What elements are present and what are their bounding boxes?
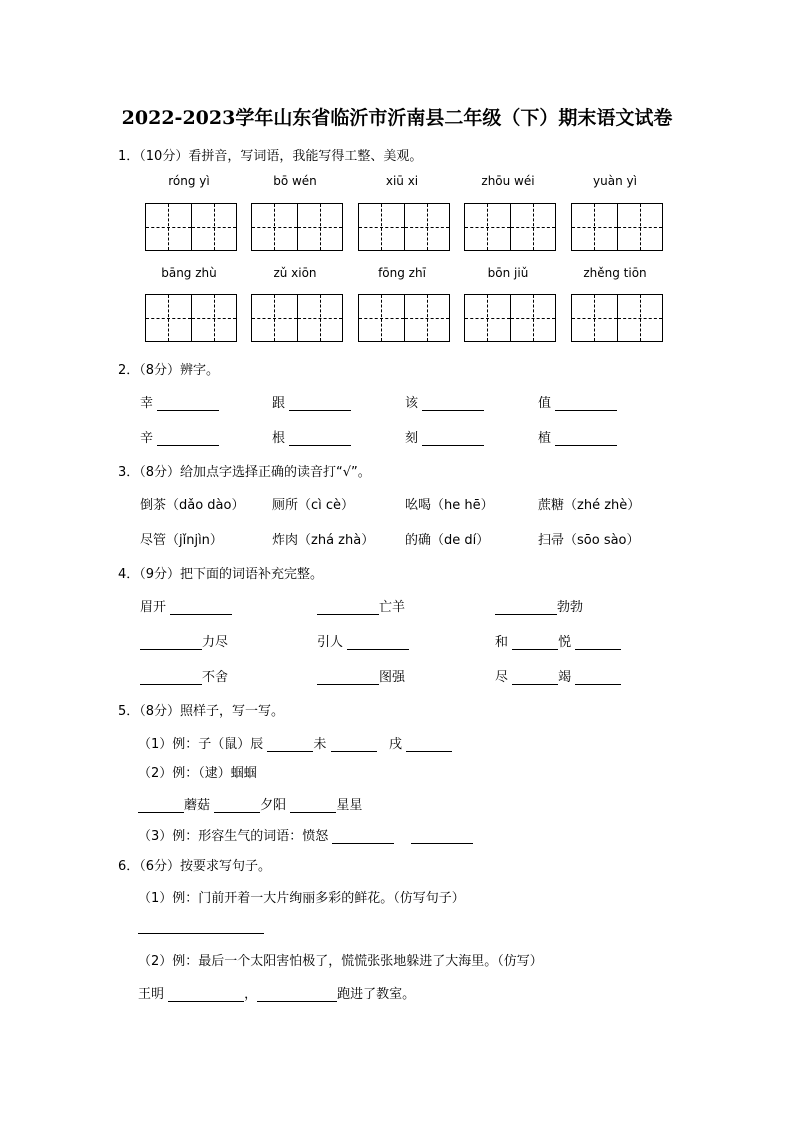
- pronunciation-choice[interactable]: 扫帚（sōo sào）: [538, 533, 640, 548]
- answer-blank[interactable]: [406, 737, 452, 752]
- q5-heading: 5．（8分）照样子，写一写。: [118, 704, 285, 719]
- idiom-item: [317, 631, 409, 650]
- idiom-item: [140, 666, 228, 685]
- answer-blank[interactable]: [512, 635, 558, 650]
- writing-grid[interactable]: [571, 203, 663, 251]
- q6-sub2-answer: [138, 983, 415, 1002]
- idiom-text: 和: [495, 635, 509, 650]
- answer-blank[interactable]: [138, 798, 184, 813]
- pinyin-label: bōn jiǔ: [487, 266, 529, 280]
- char-item: [272, 392, 351, 411]
- answer-blank[interactable]: [512, 670, 558, 685]
- example-text: 夕阳: [260, 798, 287, 813]
- q6-sub2: （2）例：最后一个太阳害怕极了，慌慌张张地躲进了大海里。（仿写）: [138, 954, 543, 969]
- idiom-item: [140, 596, 232, 615]
- pronunciation-choice[interactable]: 的确（de dí）: [405, 533, 490, 548]
- pronunciation-choice[interactable]: 吆喝（he hē）: [405, 498, 494, 513]
- answer-blank[interactable]: [140, 635, 202, 650]
- pinyin-label: róng yì: [168, 174, 210, 188]
- idiom-item: [140, 631, 228, 650]
- q5-sub1: [138, 733, 452, 752]
- answer-blank[interactable]: [289, 431, 351, 446]
- char-label: 植: [538, 431, 552, 446]
- q1-heading: 1．（10分）看拼音，写词语，我能写得工整、美观。: [118, 149, 423, 164]
- pronunciation-choice[interactable]: 厕所（cì cè）: [272, 498, 355, 513]
- answer-blank[interactable]: [332, 829, 394, 844]
- q4-heading: 4．（9分）把下面的词语补充完整。: [118, 567, 324, 582]
- q6-sub1-answer: [138, 919, 264, 934]
- answer-blank[interactable]: [555, 396, 617, 411]
- example-text: 星星: [336, 798, 363, 813]
- answer-blank[interactable]: [257, 987, 337, 1002]
- writing-grid[interactable]: [571, 294, 663, 342]
- q5-sub2: （2）例：（逮）蝈蝈: [138, 766, 257, 781]
- answer-blank[interactable]: [138, 919, 264, 934]
- idiom-text: 亡羊: [379, 600, 406, 615]
- idiom-text: 竭: [558, 670, 572, 685]
- idiom-text: 引人: [317, 635, 344, 650]
- char-label: 该: [405, 396, 419, 411]
- char-label: 辛: [140, 431, 154, 446]
- answer-blank[interactable]: [289, 396, 351, 411]
- answer-blank[interactable]: [495, 600, 557, 615]
- answer-blank[interactable]: [575, 635, 621, 650]
- pinyin-label: bāng zhù: [161, 266, 217, 280]
- answer-blank[interactable]: [331, 737, 377, 752]
- page-title: 2022-2023学年山东省临沂市沂南县二年级（下）期末语文试卷: [121, 107, 673, 129]
- example-text: （3）例：形容生气的词语：愤怒: [138, 829, 329, 844]
- writing-grid[interactable]: [145, 203, 237, 251]
- answer-blank[interactable]: [290, 798, 336, 813]
- idiom-text: 力尽: [202, 635, 229, 650]
- char-label: 刻: [405, 431, 419, 446]
- example-text: 未: [313, 737, 327, 752]
- example-text: ，: [244, 987, 258, 1002]
- idiom-text: 尽: [495, 670, 509, 685]
- pinyin-label: zhōu wéi: [481, 174, 535, 188]
- char-label: 根: [272, 431, 286, 446]
- char-item: [538, 427, 617, 446]
- char-item: [405, 392, 484, 411]
- char-label: 跟: [272, 396, 286, 411]
- pinyin-label: yuàn yì: [593, 174, 637, 188]
- writing-grid[interactable]: [464, 203, 556, 251]
- answer-blank[interactable]: [157, 431, 219, 446]
- q6-sub1: （1）例：门前开着一大片绚丽多彩的鲜花。（仿写句子）: [138, 891, 465, 906]
- pinyin-label: fōng zhī: [378, 266, 426, 280]
- idiom-text: 勃勃: [557, 600, 584, 615]
- pronunciation-choice[interactable]: 炸肉（zhá zhà）: [272, 533, 375, 548]
- char-item: [140, 392, 219, 411]
- writing-grid[interactable]: [145, 294, 237, 342]
- char-label: 幸: [140, 396, 154, 411]
- idiom-text: 图强: [379, 670, 406, 685]
- char-item: [405, 427, 484, 446]
- pronunciation-choice[interactable]: 蔗糖（zhé zhè）: [538, 498, 641, 513]
- pronunciation-choice[interactable]: 尽管（jǐnjìn）: [140, 533, 223, 548]
- char-item: [272, 427, 351, 446]
- answer-blank[interactable]: [140, 670, 202, 685]
- char-label: 值: [538, 396, 552, 411]
- answer-blank[interactable]: [267, 737, 313, 752]
- idiom-text: 悦: [558, 635, 572, 650]
- writing-grid[interactable]: [251, 203, 343, 251]
- char-item: [140, 427, 219, 446]
- answer-blank[interactable]: [575, 670, 621, 685]
- answer-blank[interactable]: [157, 396, 219, 411]
- answer-blank[interactable]: [422, 431, 484, 446]
- pinyin-label: bō wén: [273, 174, 317, 188]
- pinyin-label: xiū xi: [385, 174, 419, 188]
- example-text: 戌: [388, 737, 402, 752]
- writing-grid[interactable]: [358, 203, 450, 251]
- pinyin-label: zhěng tiōn: [583, 266, 647, 280]
- example-text: 王明: [138, 987, 165, 1002]
- example-text: （1）例：子（鼠）辰: [138, 737, 264, 752]
- pronunciation-choice[interactable]: 倒茶（dǎo dào）: [140, 498, 245, 513]
- example-text: 跑进了教室。: [337, 987, 416, 1002]
- writing-grid[interactable]: [251, 294, 343, 342]
- answer-blank[interactable]: [422, 396, 484, 411]
- answer-blank[interactable]: [317, 600, 379, 615]
- writing-grid[interactable]: [358, 294, 450, 342]
- idiom-text: 不舍: [202, 670, 229, 685]
- idiom-item: [495, 666, 621, 685]
- q5-sub2-answers: [138, 794, 362, 813]
- answer-blank[interactable]: [168, 987, 244, 1002]
- idiom-item: [495, 631, 621, 650]
- answer-blank[interactable]: [317, 670, 379, 685]
- example-text: 蘑菇: [184, 798, 211, 813]
- idiom-item: [317, 596, 405, 615]
- q3-heading: 3．（8分）给加点字选择正确的读音打“√”。: [118, 465, 371, 480]
- answer-blank[interactable]: [411, 829, 473, 844]
- q6-heading: 6．（6分）按要求写句子。: [118, 859, 272, 874]
- pinyin-label: zǔ xiōn: [273, 266, 317, 280]
- idiom-item: [317, 666, 405, 685]
- answer-blank[interactable]: [347, 635, 409, 650]
- idiom-text: 眉开: [140, 600, 167, 615]
- q2-heading: 2．（8分）辨字。: [118, 363, 220, 378]
- idiom-item: [495, 596, 583, 615]
- answer-blank[interactable]: [170, 600, 232, 615]
- writing-grid[interactable]: [464, 294, 556, 342]
- char-item: [538, 392, 617, 411]
- answer-blank[interactable]: [214, 798, 260, 813]
- q5-sub3: [138, 825, 473, 844]
- answer-blank[interactable]: [555, 431, 617, 446]
